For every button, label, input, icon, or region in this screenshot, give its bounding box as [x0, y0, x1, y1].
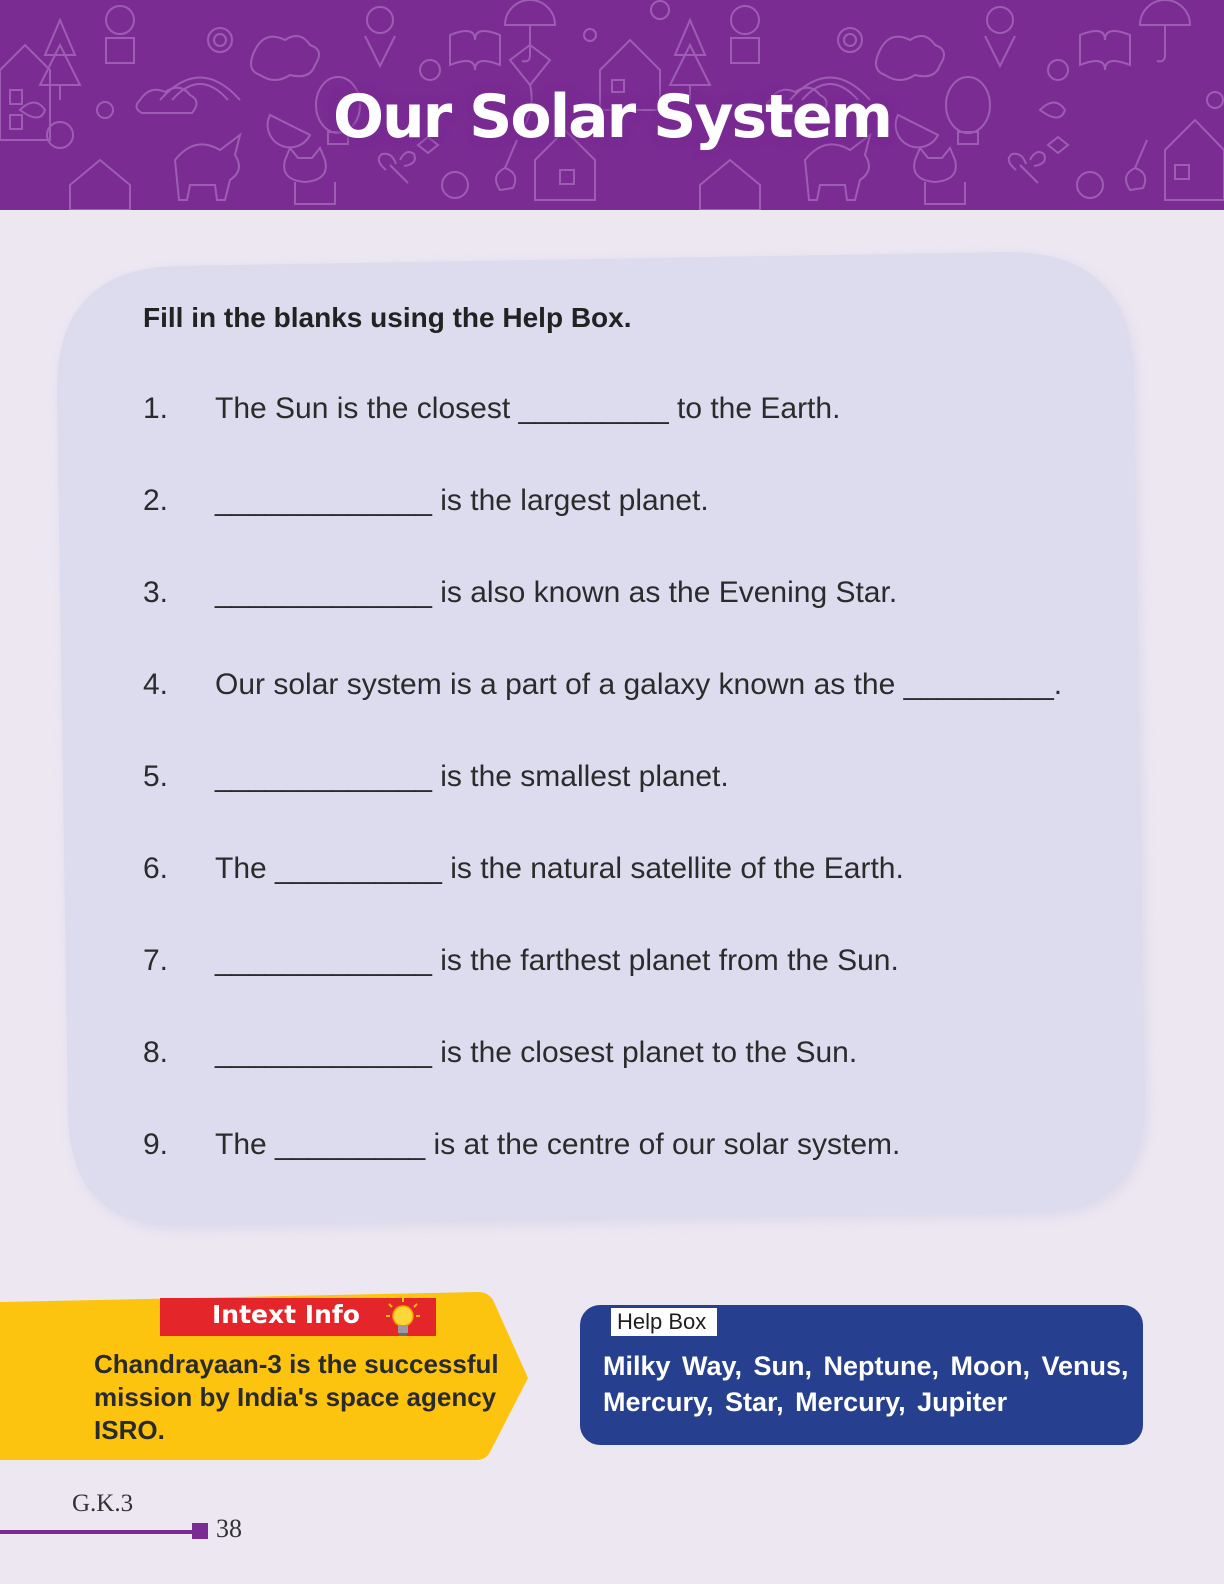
- question-number: 8.: [143, 1036, 169, 1069]
- question-text: _____________ is the smallest planet.: [215, 760, 729, 793]
- question-text: _____________ is also known as the Evening Star.: [215, 576, 898, 609]
- question-number: 9.: [143, 1128, 169, 1161]
- question-text: Our solar system is a part of a galaxy known as the _________.: [215, 668, 1063, 701]
- question-text: _____________ is the largest planet.: [215, 484, 709, 517]
- question-text: The __________ is the natural satellite of the Earth.: [215, 852, 904, 885]
- intext-info-text: Chandrayaan-3 is the successful mission by India's space agency ISRO.: [94, 1349, 499, 1445]
- question-number: 6.: [143, 852, 169, 885]
- question-number: 2.: [143, 484, 169, 517]
- page-title: Our Solar System: [332, 82, 892, 152]
- intext-info-label: Intext Info: [212, 1300, 360, 1329]
- question-number: 7.: [143, 944, 169, 977]
- book-title: G.K.3: [72, 1490, 134, 1517]
- question-number: 5.: [143, 760, 169, 793]
- help-box-label: Help Box: [617, 1309, 707, 1334]
- page-number: 38: [216, 1514, 242, 1543]
- lightbulb-icon: [386, 1298, 420, 1338]
- footer-rule: [0, 1530, 194, 1534]
- question-text: The Sun is the closest _________ to the Earth.: [215, 392, 841, 425]
- footer-marker: [192, 1523, 208, 1539]
- question-text: _____________ is the farthest planet from the Sun.: [215, 944, 899, 977]
- exercise-instruction: Fill in the blanks using the Help Box.: [143, 302, 632, 333]
- help-box-words: Milky Way, Sun, Neptune, Moon, Venus, Mercury, Star, Mercury, Jupiter: [603, 1351, 1129, 1417]
- question-text: The _________ is at the centre of our solar system.: [215, 1128, 901, 1161]
- question-number: 1.: [143, 392, 169, 425]
- question-number: 4.: [143, 668, 169, 701]
- question-number: 3.: [143, 576, 169, 609]
- question-text: _____________ is the closest planet to the Sun.: [215, 1036, 858, 1069]
